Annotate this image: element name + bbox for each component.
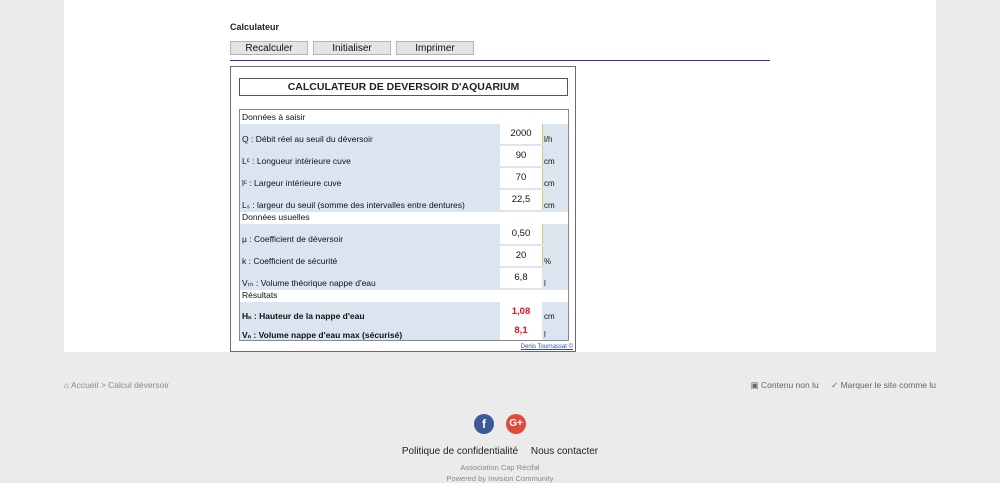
label-ls: Lₛ : largeur du seuil (somme des intervalles entre dentures)	[242, 200, 465, 210]
label-q: Q : Débit réel au seuil du déversoir	[242, 134, 373, 144]
unit-vth: l	[544, 279, 546, 288]
section-inputs: Données à saisir	[242, 112, 306, 122]
print-button[interactable]: Imprimer	[396, 41, 474, 55]
footer-organization: Association Cap Récifal	[460, 463, 540, 472]
label-hn: Hₙ : Hauteur de la nappe d'eau	[242, 311, 365, 321]
label-mu: µ : Coefficient de déversoir	[242, 234, 344, 244]
unread-content-link[interactable]	[751, 380, 819, 390]
calculator-grid	[239, 109, 569, 341]
mark-read-label: Marquer le site comme lu	[840, 380, 936, 390]
input-lcw[interactable]: 70	[500, 168, 543, 188]
unit-q: l/h	[544, 135, 553, 144]
label-vth: Vₜₕ : Volume théorique nappe d'eau	[242, 278, 376, 288]
privacy-link[interactable]: Politique de confidentialité	[401, 446, 519, 457]
label-lc: Lᶜ : Longueur intérieure cuve	[242, 156, 351, 166]
footer-links	[0, 446, 1000, 457]
unit-ls: cm	[544, 201, 555, 210]
unit-lcw: cm	[544, 179, 555, 188]
unit-lc: cm	[544, 157, 555, 166]
breadcrumb-separator: >	[100, 380, 106, 390]
unread-label: Contenu non lu	[761, 380, 819, 390]
author-credit-link[interactable]: Denis Tournassat ©	[520, 344, 573, 350]
input-ls[interactable]: 22,5	[500, 190, 543, 210]
input-q[interactable]: 2000	[500, 124, 543, 144]
calculator-sheet	[230, 66, 576, 352]
calculator-heading: Calculateur	[230, 22, 280, 32]
mark-read-link[interactable]	[831, 380, 936, 390]
input-mu[interactable]: 0,50	[500, 224, 543, 244]
unit-vn: l	[544, 330, 546, 339]
label-lcw: lᶜ : Largeur intérieure cuve	[242, 178, 342, 188]
section-usual: Données usuelles	[242, 212, 310, 222]
result-vn: 8,1	[500, 322, 542, 340]
inbox-icon: ▣	[750, 380, 762, 390]
home-icon[interactable]: ⌂	[64, 380, 72, 390]
unit-hn: cm	[544, 312, 555, 321]
input-lc[interactable]: 90	[500, 146, 543, 166]
footer-powered-by[interactable]: Powered by Invision Community	[446, 474, 554, 483]
unit-k: %	[544, 257, 552, 266]
section-results: Résultats	[242, 290, 278, 300]
initialize-button[interactable]: Initialiser	[313, 41, 391, 55]
recalculate-button[interactable]: Recalculer	[230, 41, 308, 55]
contact-link[interactable]: Nous contacter	[530, 446, 599, 457]
google-plus-icon[interactable]: G+	[506, 414, 526, 434]
breadcrumb-home[interactable]: Accueil	[71, 380, 99, 390]
separator-line	[230, 60, 770, 61]
breadcrumb	[64, 380, 169, 390]
label-k: k : Coefficient de sécurité	[242, 256, 338, 266]
facebook-icon[interactable]: f	[474, 414, 494, 434]
breadcrumb-current: Calcul déversoir	[108, 380, 170, 390]
site-actions	[741, 380, 936, 391]
input-k[interactable]: 20	[500, 246, 543, 266]
sheet-title: CALCULATEUR DE DEVERSOIR D'AQUARIUM	[239, 78, 568, 96]
result-hn: 1,08	[500, 302, 542, 322]
check-icon: ✓	[831, 380, 841, 390]
label-vn: Vₙ : Volume nappe d'eau max (sécurisé)	[242, 330, 403, 340]
value-vth: 6,8	[500, 268, 542, 288]
